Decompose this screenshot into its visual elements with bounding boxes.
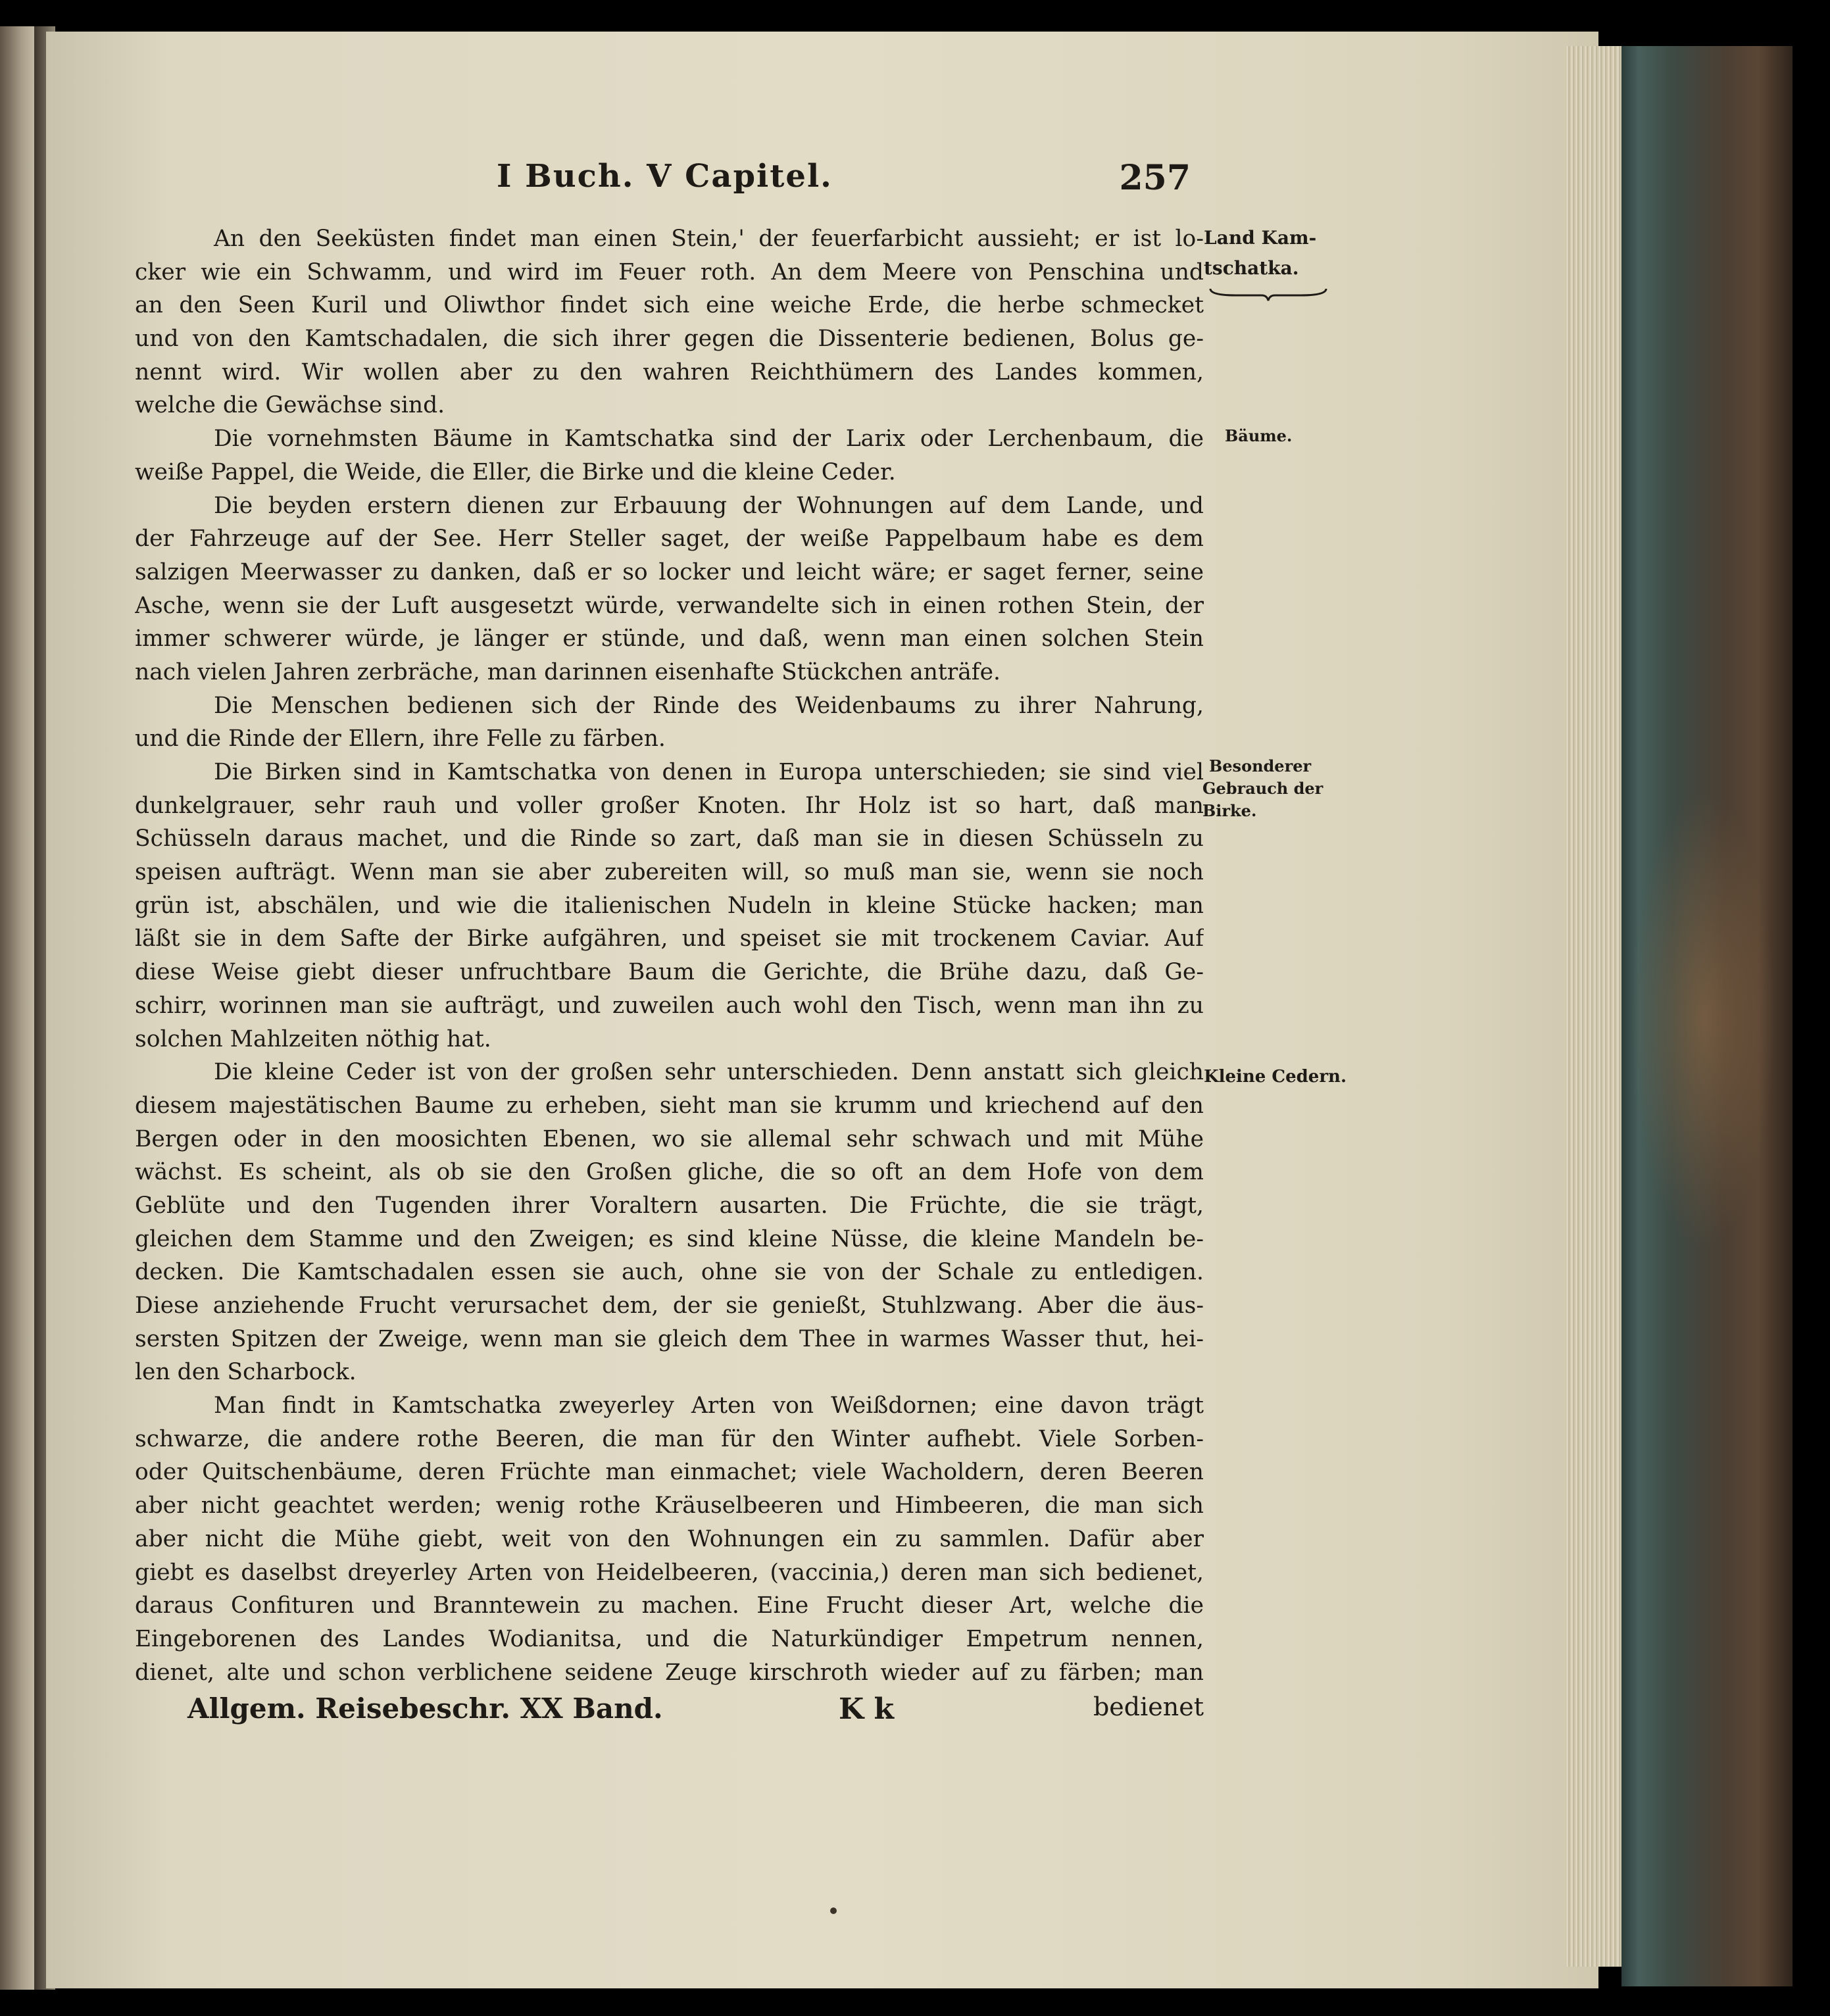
text-line: Geblüte und den Tugenden ihrer Voraltern ausarten. Die Früchte, die sie trägt, [135,1192,1204,1219]
text-line: nennt wird. Wir wollen aber zu den wahren Reichthümern des Landes kommen, [135,358,1204,385]
text-line: Die vornehmsten Bäume in Kamtschatka sind der Larix oder Lerchenbaum, die [214,426,1204,453]
text-line: diesem majestätischen Baume zu erheben, sieht man sie krumm und kriechend auf den [135,1092,1204,1119]
margin-note-cedars: Kleine Cedern. [1204,1067,1347,1087]
text-line: und die Rinde der Ellern, ihre Felle zu färben. [135,725,666,752]
margin-note-trees: Bäume. [1225,426,1293,445]
text-line: speisen aufträgt. Wenn man sie aber zubereiten will, so muß man sie, wenn sie noch [135,859,1204,886]
text-line: cker wie ein Schwamm, und wird im Feuer roth. An dem Meere von Penschina und [135,258,1204,285]
running-header [497,158,1204,210]
margin-note-birch-2: Gebrauch der [1202,779,1323,798]
margin-brace [1209,286,1327,302]
text-line: decken. Die Kamtschadalen essen sie auch, ohne sie von der Schale zu entledigen. [135,1259,1204,1286]
text-line: weiße Pappel, die Weide, die Eller, die Birke und die kleine Ceder. [135,458,896,485]
text-line: Die Menschen bedienen sich der Rinde des Weidenbaums zu ihrer Nahrung, [214,692,1204,719]
text-line: Bergen oder in den moosichten Ebenen, wo sie allemal sehr schwach und mit Mühe [135,1125,1204,1152]
text-line: aber nicht die Mühe giebt, weit von den Wohnungen ein zu sammlen. Dafür aber [135,1525,1204,1552]
text-line: salzigen Meerwasser zu danken, daß er so locker und leicht wäre; er saget ferner, seine [135,558,1204,585]
text-line: an den Seen Kuril und Oliwthor findet sich eine weiche Erde, die herbe schmecket [135,292,1204,319]
text-line: solchen Mahlzeiten nöthig hat. [135,1025,491,1052]
text-line: giebt es daselbst dreyerley Arten von Heidelbeeren, (vaccinia,) deren man sich bedienet, [135,1559,1204,1586]
text-line: sersten Spitzen der Zweige, wenn man sie gleich dem Thee in warmes Wasser thut, hei- [135,1325,1204,1352]
text-line: len den Scharbock. [135,1359,357,1386]
text-line: Asche, wenn sie der Luft ausgesetzt würde, verwandelte sich in einen rothen Stein, der [135,592,1204,619]
series-signature: Allgem. Reisebeschr. XX Band. [187,1692,663,1725]
margin-note-birch-3: Birke. [1202,801,1257,820]
text-line: der Fahrzeuge auf der See. Herr Steller saget, der weiße Pappelbaum habe es dem [135,526,1204,553]
margin-note-birch-1: Besonderer [1209,756,1312,775]
text-line: aber nicht geachtet werden; wenig rothe Kräuselbeeren und Himbeeren, die man sich [135,1492,1204,1519]
page-footer [187,1692,1204,1732]
page-number: 257 [1119,158,1191,198]
text-line: Die beyden erstern dienen zur Erbauung der Wohnungen auf dem Lande, und [214,492,1204,519]
text-line: diese Weise giebt dieser unfruchtbare Baum die Gerichte, die Brühe dazu, daß Ge- [135,959,1204,986]
catchword: bedienet [1093,1692,1204,1721]
text-line: Eingeborenen des Landes Wodianitsa, und die Naturkündiger Empetrum nennen, [135,1625,1204,1652]
text-line: An den Seeküsten findet man einen Stein,' der feuerfarbicht aussieht; er ist lo- [214,226,1204,252]
page-block-edges [1566,46,1625,1967]
text-line: Diese anziehende Frucht verursachet dem, der sie genießt, Stuhlzwang. Aber die äus- [135,1292,1204,1319]
text-line: schirr, worinnen man sie aufträgt, und zuweilen auch wohl den Tisch, wenn man ihn zu [135,992,1204,1019]
text-line: immer schwerer würde, je länger er stünde, und daß, wenn man einen solchen Stein [135,626,1204,652]
text-line: nach vielen Jahren zerbräche, man darinnen eisenhafte Stückchen anträfe. [135,658,1001,685]
text-line: schwarze, die andere rothe Beeren, die man für den Winter aufhebt. Viele Sorben- [135,1425,1204,1452]
body-text [135,222,1204,1689]
cover-wear [1631,789,1776,1250]
text-line: welche die Gewächse sind. [135,392,445,419]
text-line: Die kleine Ceder ist von der großen sehr unterschieden. Denn anstatt sich gleich [214,1059,1204,1086]
chapter-heading: I Buch. V Capitel. [497,158,833,195]
text-line: daraus Confituren und Branntewein zu machen. Eine Frucht dieser Art, welche die [135,1592,1204,1619]
text-line: gleichen dem Stamme und den Zweigen; es sind kleine Nüsse, die kleine Mandeln be- [135,1225,1204,1252]
text-line: Schüsseln daraus machet, und die Rinde so zart, daß man sie in diesen Schüsseln zu [135,825,1204,852]
text-line: dienet, alte und schon verblichene seidene Zeuge kirschroth wieder auf zu färben; man [135,1659,1204,1686]
text-line: dunkelgrauer, sehr rauh und voller großer Knoten. Ihr Holz ist so hart, daß man [135,792,1204,819]
text-line: Man findt in Kamtschatka zweyerley Arten von Weißdornen; eine davon trägt [214,1392,1204,1419]
gathering-mark: K k [839,1692,895,1726]
ink-speck [830,1907,837,1914]
text-line: wächst. Es scheint, als ob sie den Großen gliche, die so oft an dem Hofe von dem [135,1159,1204,1186]
margin-note-land-cont: tschatka. [1204,257,1299,279]
text-line: grün ist, abschälen, und wie die italienischen Nudeln in kleine Stücke hacken; man [135,892,1204,919]
text-line: Die Birken sind in Kamtschatka von denen in Europa unterschieden; sie sind viel [214,759,1204,785]
margin-note-land: Land Kam- [1204,227,1317,249]
text-line: und von den Kamtschadalen, die sich ihrer gegen die Dissenterie bedienen, Bolus ge- [135,326,1204,353]
text-line: läßt sie in dem Safte der Birke aufgähren, und speiset sie mit trockenem Caviar. Auf [135,925,1204,952]
text-line: oder Quitschenbäume, deren Früchte man einmachet; viele Wacholdern, deren Beeren [135,1459,1204,1486]
